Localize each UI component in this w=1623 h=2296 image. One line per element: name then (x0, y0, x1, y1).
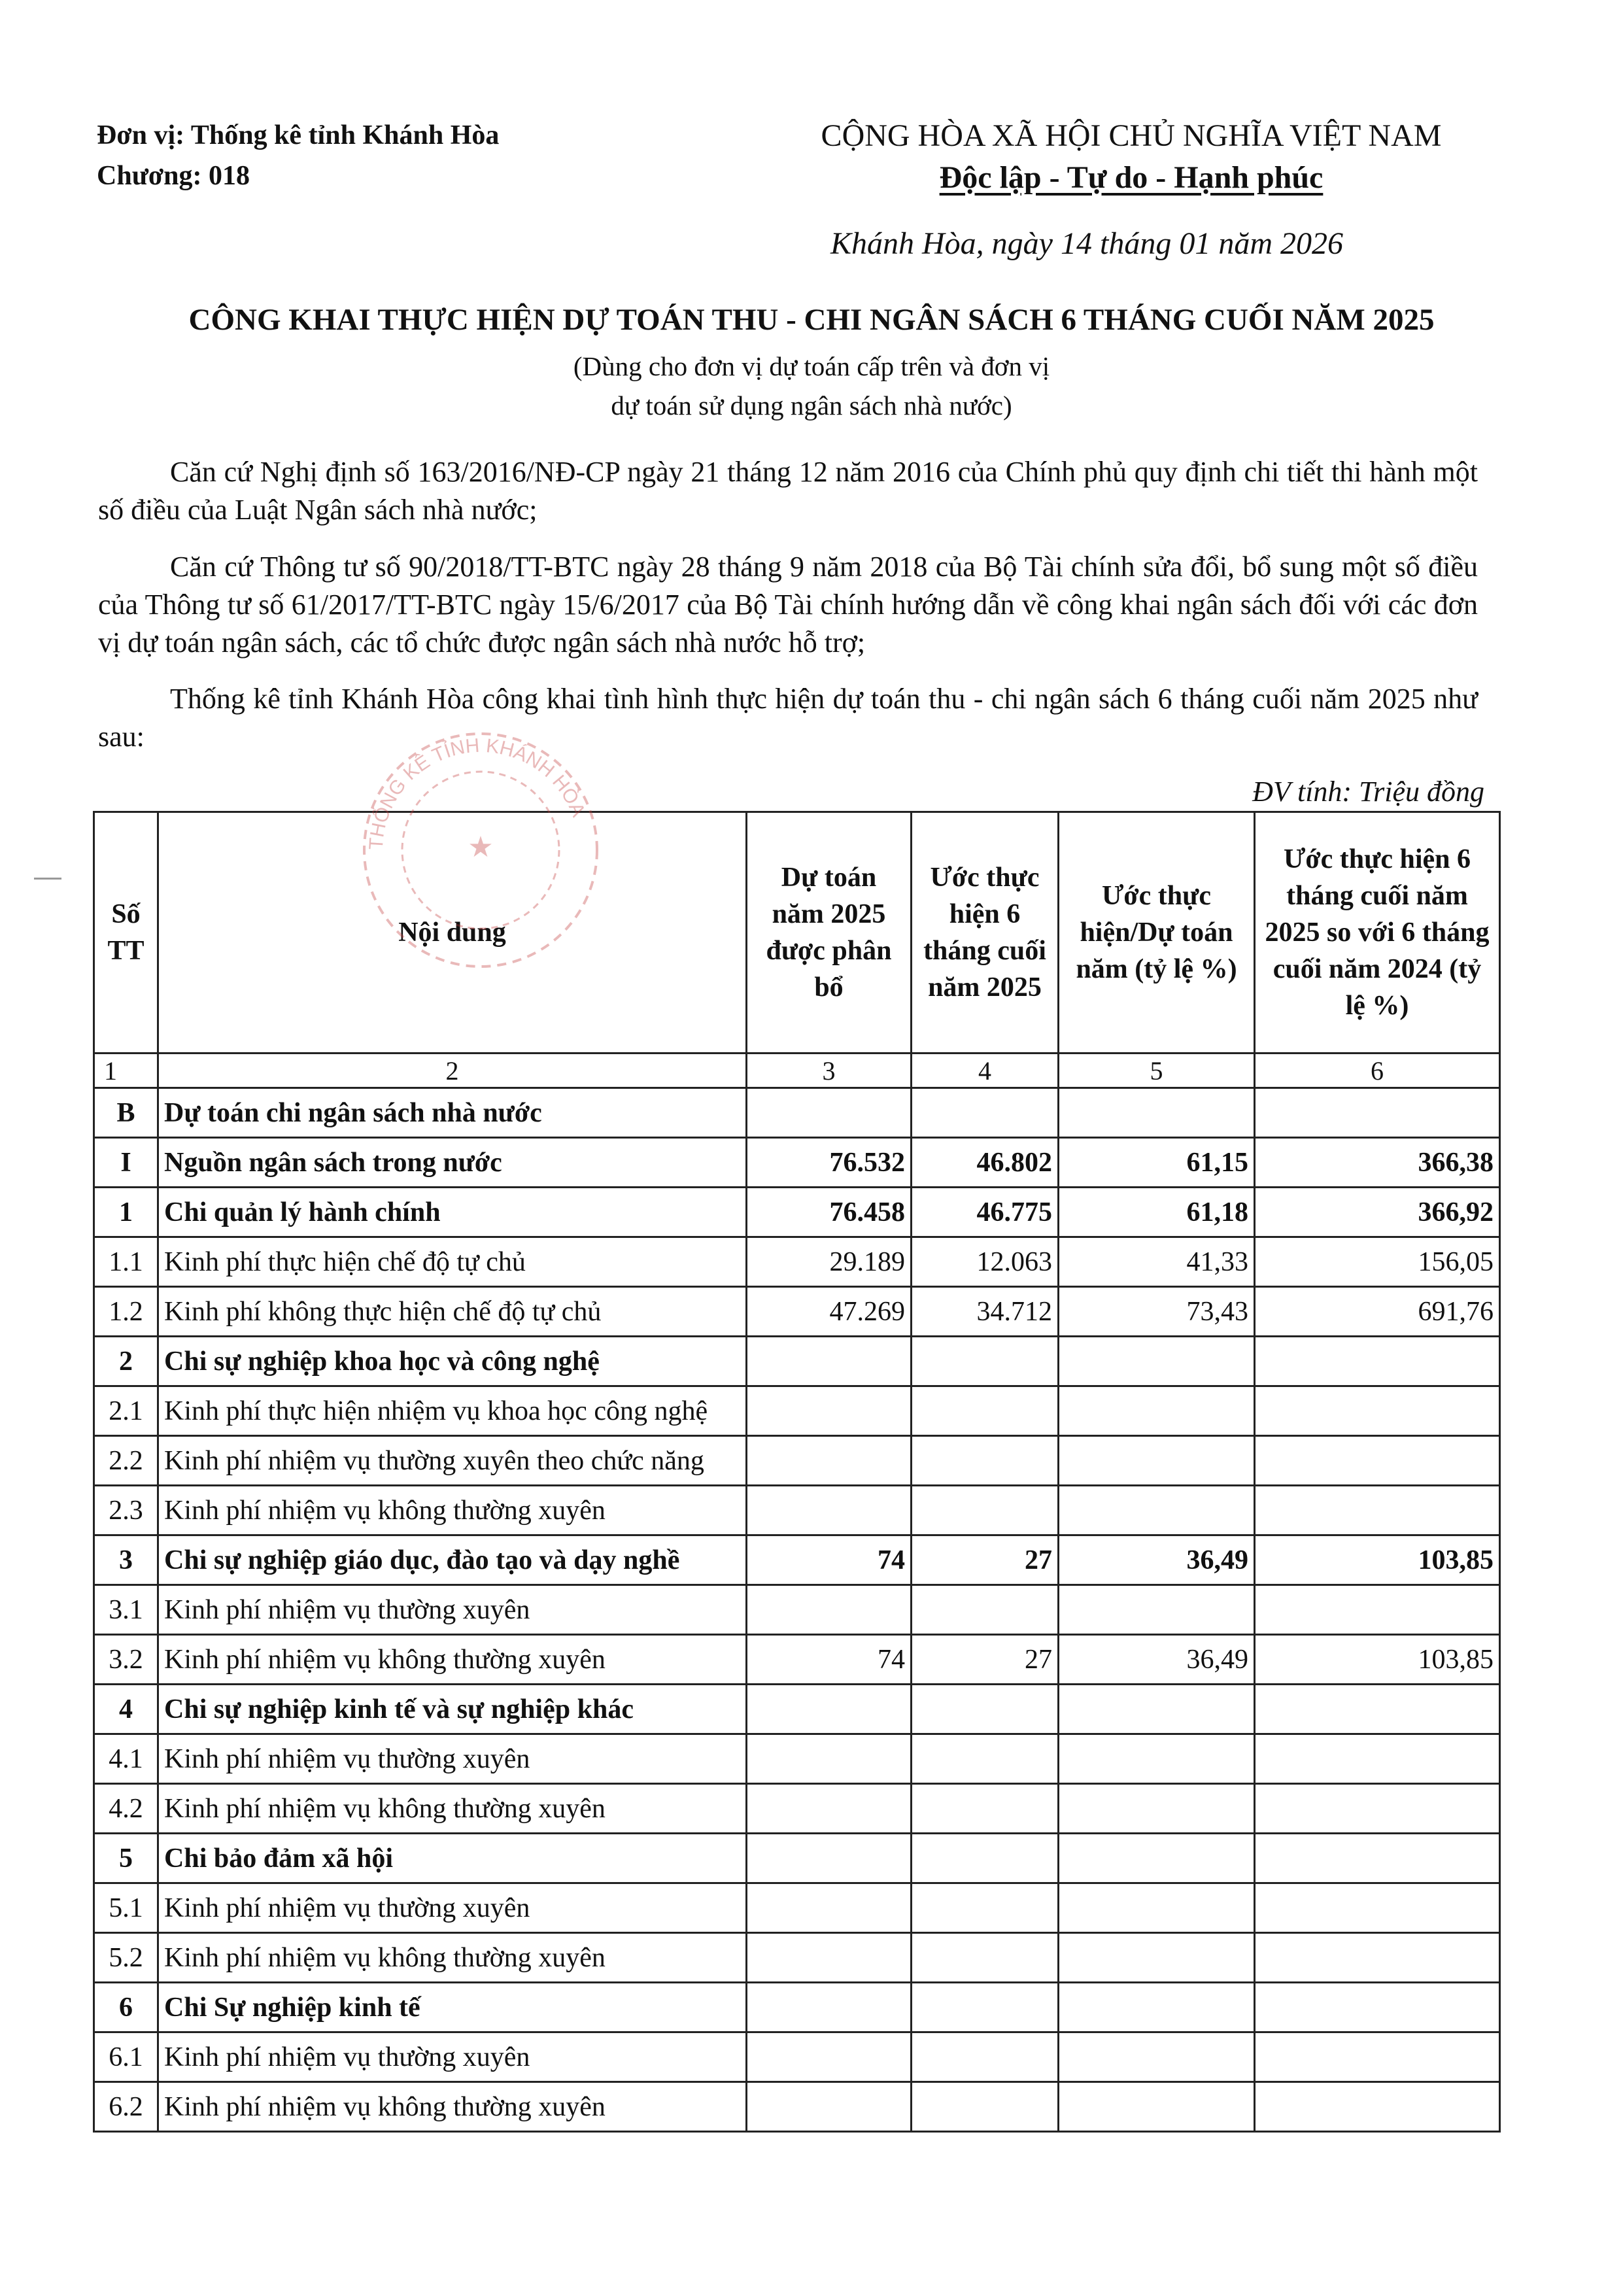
cell-stt: I (94, 1138, 158, 1188)
cell-ratio (1059, 1088, 1255, 1138)
cell-ratio: 73,43 (1059, 1287, 1255, 1337)
cell-estimate: 12.063 (912, 1237, 1059, 1287)
cell-stt: 5.2 (94, 1933, 158, 1983)
cell-estimate (912, 1734, 1059, 1784)
stamp-center-mark: ★ (468, 831, 494, 863)
cell-estimate (912, 1983, 1059, 2032)
unit-note: ĐV tính: Triệu đồng (1252, 776, 1484, 808)
cell-ratio (1059, 2032, 1255, 2082)
table-row (94, 1734, 1500, 1784)
subtitle-line-2: dự toán sử dụng ngân sách nhà nước) (611, 390, 1012, 420)
cell-ratio (1059, 1883, 1255, 1933)
cell-ratio (1059, 1784, 1255, 1834)
cell-yoy (1255, 1883, 1500, 1933)
cell-estimate (912, 1337, 1059, 1386)
cell-estimate: 34.712 (912, 1287, 1059, 1337)
cell-stt: 4.2 (94, 1784, 158, 1834)
margin-mark (34, 878, 61, 880)
cell-stt: 3.2 (94, 1635, 158, 1685)
table-row (94, 2082, 1500, 2132)
cell-stt: 2.2 (94, 1436, 158, 1486)
cell-allocated (747, 1784, 912, 1834)
cell-yoy (1255, 1486, 1500, 1535)
cell-stt: 2 (94, 1337, 158, 1386)
column-index: 6 (1255, 1054, 1500, 1088)
paragraph-announcement: Thống kê tỉnh Khánh Hòa công khai tình hình thực hiện dự toán thu - chi ngân sách 6 tháng cuối năm 2025 như sau: (98, 683, 1478, 753)
table-row (94, 1188, 1500, 1237)
cell-content: Kinh phí nhiệm vụ không thường xuyên (158, 1635, 747, 1685)
cell-estimate: 46.802 (912, 1138, 1059, 1188)
cell-stt: 4 (94, 1685, 158, 1734)
column-index: 5 (1059, 1054, 1255, 1088)
cell-stt: 4.1 (94, 1734, 158, 1784)
cell-estimate: 27 (912, 1635, 1059, 1685)
country-name: CỘNG HÒA XÃ HỘI CHỦ NGHĨA VIỆT NAM (821, 118, 1442, 153)
cell-estimate (912, 2082, 1059, 2132)
cell-estimate (912, 1685, 1059, 1734)
cell-allocated (747, 1983, 912, 2032)
cell-yoy (1255, 1983, 1500, 2032)
cell-yoy: 366,92 (1255, 1188, 1500, 1237)
cell-allocated (747, 1486, 912, 1535)
cell-content: Kinh phí nhiệm vụ thường xuyên (158, 1585, 747, 1635)
cell-yoy (1255, 2082, 1500, 2132)
header-stt: Số TT (94, 812, 158, 1054)
table-row (94, 2032, 1500, 2082)
table-row (94, 1287, 1500, 1337)
cell-ratio (1059, 1386, 1255, 1436)
cell-allocated (747, 1883, 912, 1933)
cell-yoy: 691,76 (1255, 1287, 1500, 1337)
cell-stt: 6 (94, 1983, 158, 2032)
paragraph-legal-basis-2: Căn cứ Thông tư số 90/2018/TT-BTC ngày 28 tháng 9 năm 2018 của Bộ Tài chính sửa đổi, bổ sung một số điều của Thông tư số 61/2017/TT-BTC ngày 15/6/2017 của Bộ Tài chính hướng dẫn về công khai ngân sách đối với các đơn vị dự toán ngân sách, các tổ chức được ngân sách nhà nước hỗ trợ; (98, 551, 1478, 659)
table-row (94, 1635, 1500, 1685)
cell-stt: 2.1 (94, 1386, 158, 1436)
cell-ratio (1059, 1486, 1255, 1535)
stamp-ring-text: THỐNG KÊ TỈNH KHÁNH HÒA (365, 734, 590, 851)
cell-ratio: 61,15 (1059, 1138, 1255, 1188)
cell-stt: 5.1 (94, 1883, 158, 1933)
cell-ratio: 36,49 (1059, 1635, 1255, 1685)
cell-allocated (747, 1436, 912, 1486)
cell-estimate (912, 2032, 1059, 2082)
cell-yoy (1255, 1436, 1500, 1486)
cell-ratio (1059, 1685, 1255, 1734)
cell-content: Kinh phí nhiệm vụ không thường xuyên (158, 1486, 747, 1535)
document-title: CÔNG KHAI THỰC HIỆN DỰ TOÁN THU - CHI NGÂN SÁCH 6 THÁNG CUỐI NĂM 2025 (188, 303, 1435, 337)
cell-stt: 3 (94, 1535, 158, 1585)
cell-allocated (747, 1685, 912, 1734)
cell-allocated (747, 1088, 912, 1138)
document-header-left (97, 115, 499, 196)
table-row (94, 1337, 1500, 1386)
header-allocated-2025: Dự toán năm 2025 được phân bổ (747, 812, 912, 1054)
table-row (94, 1784, 1500, 1834)
cell-allocated (747, 1734, 912, 1784)
cell-yoy (1255, 1386, 1500, 1436)
cell-yoy (1255, 2032, 1500, 2082)
column-index: 3 (747, 1054, 912, 1088)
cell-estimate: 27 (912, 1535, 1059, 1585)
cell-content: Kinh phí nhiệm vụ không thường xuyên (158, 1933, 747, 1983)
cell-allocated (747, 1337, 912, 1386)
cell-estimate (912, 1933, 1059, 1983)
column-index: 1 (94, 1054, 158, 1088)
cell-content: Kinh phí thực hiện chế độ tự chủ (158, 1237, 747, 1287)
cell-ratio: 41,33 (1059, 1237, 1255, 1287)
cell-yoy: 103,85 (1255, 1535, 1500, 1585)
cell-estimate (912, 1834, 1059, 1883)
cell-allocated: 76.532 (747, 1138, 912, 1188)
cell-ratio (1059, 1337, 1255, 1386)
cell-content: Kinh phí không thực hiện chế độ tự chủ (158, 1287, 747, 1337)
cell-allocated: 76.458 (747, 1188, 912, 1237)
budget-table (93, 811, 1501, 2133)
table-row (94, 1088, 1500, 1138)
national-motto: Độc lập - Tự do - Hạnh phúc (939, 160, 1324, 195)
cell-yoy (1255, 1784, 1500, 1834)
column-index: 2 (158, 1054, 747, 1088)
cell-content: Kinh phí thực hiện nhiệm vụ khoa học công nghệ (158, 1386, 747, 1436)
cell-stt: 5 (94, 1834, 158, 1883)
cell-stt: 6.2 (94, 2082, 158, 2132)
cell-content: Kinh phí nhiệm vụ thường xuyên (158, 1883, 747, 1933)
cell-yoy: 366,38 (1255, 1138, 1500, 1188)
paragraph-legal-basis-1: Căn cứ Nghị định số 163/2016/NĐ-CP ngày 21 tháng 12 năm 2016 của Chính phủ quy định chi tiết thi hành một số điều của Luật Ngân sách nhà nước; (98, 456, 1478, 526)
issue-date: Khánh Hòa, ngày 14 tháng 01 năm 2026 (830, 226, 1343, 261)
cell-content: Kinh phí nhiệm vụ không thường xuyên (158, 1784, 747, 1834)
cell-ratio (1059, 1933, 1255, 1983)
cell-allocated (747, 2032, 912, 2082)
cell-content: Kinh phí nhiệm vụ thường xuyên (158, 2032, 747, 2082)
cell-content: Chi sự nghiệp kinh tế và sự nghiệp khác (158, 1685, 747, 1734)
cell-yoy (1255, 1734, 1500, 1784)
cell-estimate (912, 1088, 1059, 1138)
table-row (94, 1834, 1500, 1883)
cell-content: Dự toán chi ngân sách nhà nước (158, 1088, 747, 1138)
table-column-index-row (94, 1054, 1500, 1088)
table-row (94, 1436, 1500, 1486)
table-row (94, 1983, 1500, 2032)
cell-stt: 3.1 (94, 1585, 158, 1635)
cell-ratio (1059, 1983, 1255, 2032)
cell-content: Kinh phí nhiệm vụ không thường xuyên (158, 2082, 747, 2132)
cell-ratio (1059, 1436, 1255, 1486)
cell-stt: 6.1 (94, 2032, 158, 2082)
column-index: 4 (912, 1054, 1059, 1088)
cell-content: Chi Sự nghiệp kinh tế (158, 1983, 747, 2032)
cell-ratio: 36,49 (1059, 1535, 1255, 1585)
cell-yoy (1255, 1834, 1500, 1883)
cell-allocated (747, 2082, 912, 2132)
header-ratio-estimate: Ước thực hiện/Dự toán năm (tỷ lệ %) (1059, 812, 1255, 1054)
table-row (94, 1386, 1500, 1436)
table-row (94, 1138, 1500, 1188)
cell-stt: 1 (94, 1188, 158, 1237)
cell-estimate: 46.775 (912, 1188, 1059, 1237)
cell-estimate (912, 1486, 1059, 1535)
cell-ratio (1059, 1834, 1255, 1883)
table-row (94, 1883, 1500, 1933)
cell-ratio (1059, 2082, 1255, 2132)
cell-stt: 1.2 (94, 1287, 158, 1337)
cell-estimate (912, 1585, 1059, 1635)
cell-content: Kinh phí nhiệm vụ thường xuyên (158, 1734, 747, 1784)
cell-estimate (912, 1436, 1059, 1486)
cell-stt: 1.1 (94, 1237, 158, 1287)
table-row (94, 1535, 1500, 1585)
table-row (94, 1685, 1500, 1734)
cell-allocated (747, 1585, 912, 1635)
cell-content: Chi sự nghiệp giáo dục, đào tạo và dạy nghề (158, 1535, 747, 1585)
cell-yoy (1255, 1337, 1500, 1386)
table-header-row (94, 812, 1500, 1054)
cell-content: Chi bảo đảm xã hội (158, 1834, 747, 1883)
cell-stt: B (94, 1088, 158, 1138)
cell-allocated (747, 1834, 912, 1883)
cell-yoy: 156,05 (1255, 1237, 1500, 1287)
document-subtitle (65, 347, 1558, 425)
cell-allocated (747, 1386, 912, 1436)
cell-allocated: 29.189 (747, 1237, 912, 1287)
table-row (94, 1237, 1500, 1287)
cell-allocated: 47.269 (747, 1287, 912, 1337)
official-stamp (340, 726, 621, 974)
header-content: Nội dung (158, 812, 747, 1054)
header-ratio-yoy: Ước thực hiện 6 tháng cuối năm 2025 so với 6 tháng cuối năm 2024 (tỷ lệ %) (1255, 812, 1500, 1054)
table-row (94, 1486, 1500, 1535)
cell-yoy (1255, 1685, 1500, 1734)
cell-allocated: 74 (747, 1635, 912, 1685)
cell-content: Nguồn ngân sách trong nước (158, 1138, 747, 1188)
cell-allocated (747, 1933, 912, 1983)
table-row (94, 1933, 1500, 1983)
cell-ratio (1059, 1734, 1255, 1784)
cell-ratio (1059, 1585, 1255, 1635)
cell-yoy: 103,85 (1255, 1635, 1500, 1685)
cell-ratio: 61,18 (1059, 1188, 1255, 1237)
cell-yoy (1255, 1933, 1500, 1983)
cell-yoy (1255, 1088, 1500, 1138)
cell-stt: 2.3 (94, 1486, 158, 1535)
cell-estimate (912, 1386, 1059, 1436)
subtitle-line-1: (Dùng cho đơn vị dự toán cấp trên và đơn vị (573, 351, 1050, 381)
table-row (94, 1585, 1500, 1635)
cell-allocated: 74 (747, 1535, 912, 1585)
cell-yoy (1255, 1585, 1500, 1635)
table-body (94, 1088, 1500, 2132)
cell-estimate (912, 1883, 1059, 1933)
cell-content: Chi quản lý hành chính (158, 1188, 747, 1237)
cell-estimate (912, 1784, 1059, 1834)
unit-name: Đơn vị: Thống kê tỉnh Khánh Hòa (97, 120, 500, 150)
chapter-code: Chương: 018 (97, 161, 250, 191)
cell-content: Chi sự nghiệp khoa học và công nghệ (158, 1337, 747, 1386)
header-estimate-h2-2025: Ước thực hiện 6 tháng cuối năm 2025 (912, 812, 1059, 1054)
document-header-right (765, 115, 1497, 199)
cell-content: Kinh phí nhiệm vụ thường xuyên theo chức năng (158, 1436, 747, 1486)
